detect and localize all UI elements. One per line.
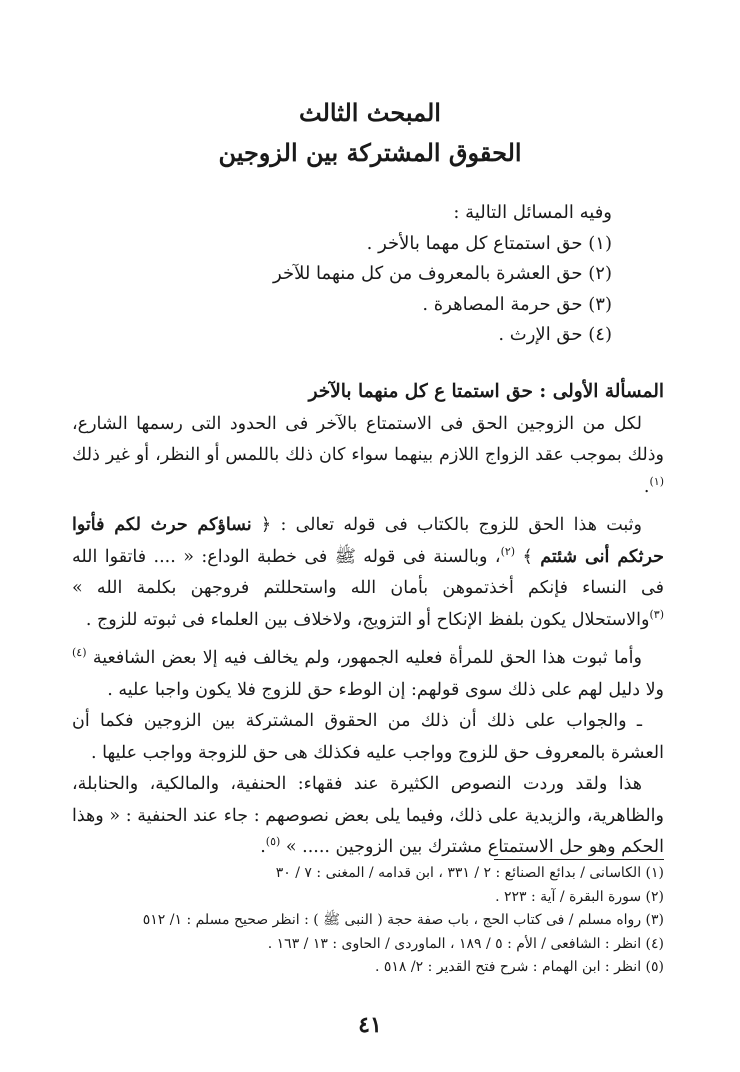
intro-item: (٣) حق حرمة المصاهرة . — [422, 293, 612, 315]
footnote-divider — [494, 859, 664, 860]
footnote-ref: (٢) — [500, 544, 516, 558]
chapter-title: المبحث الثالث — [299, 98, 441, 127]
main-text — [72, 376, 664, 864]
footnote: (١) الكاسانى / بدائع الصنائع : ٢ / ٣٣١ ، ابن قدامه / المغنى : ٧ / ٣٠ — [275, 865, 664, 881]
intro-lead: وفيه المسائل التالية : — [453, 202, 612, 223]
footnote: (٢) سورة البقرة / آية : ٢٢٣ . — [495, 888, 664, 905]
intro-list — [92, 198, 612, 351]
paragraph — [72, 706, 664, 769]
footnote-ref: (١) — [649, 474, 664, 488]
footnotes — [72, 862, 664, 980]
footnote: (٣) رواه مسلم / فى كتاب الحج ، باب صفة حجة ( النبى ﷺ ) : انظر صحيح مسلم : ١/ ٥١٢ — [142, 912, 664, 928]
paragraph-text: هذا ولقد وردت النصوص الكثيرة عند فقهاء: الحنفية، والمالكية، والحنابلة، والظاهرية، والزيدية على ذلك، وفيما يلى بعض نصوصهم : جاء عند الحنفية : « وهذا الحكم وهو حل الاستمتاع مشترك بين الزوجين ..... » — [72, 774, 664, 857]
paragraph-text: والاستحلال يكون بلفظ الإنكاح أو التزويج، ولاخلاف بين العلماء فى ثبوته للزوج . — [85, 609, 650, 630]
page-number: ٤١ — [358, 1012, 382, 1038]
intro-item: (١) حق استمتاع كل مهما بالأخر . — [366, 232, 612, 254]
chapter-subtitle: الحقوق المشتركة بين الزوجين — [218, 138, 522, 167]
paragraph-text: ﴾ — [522, 546, 541, 567]
paragraph: لكل من الزوجين الحق فى الاستمتاع بالآخر فى الحدود التى رسمها الشارع، وذلك بموجب عقد الزواج اللازم بينهما سواء كان ذلك باللمس أو النظر، أو غير ذلك $^{(١)}$. — [72, 413, 664, 497]
paragraph-text: ولا دليل لهم على ذلك سوى قولهم: إن الوطء حق للزوج فلا يكون واجبا عليه . — [107, 679, 664, 700]
paragraph: هذا ولقد وردت النصوص الكثيرة عند فقهاء: الحنفية، والمالكية، والحنابلة، والظاهرية، والزيدية على ذلك، وفيما يلى بعض نصوصهم : جاء عند الحنفية : « وهذا الحكم وهو حل الاستمتاع مشترك بين الزوجين ..... » $^{(٥)}$. — [72, 774, 664, 857]
paragraph-text: وأما ثبوت هذا الحق للمرأة فعليه الجمهور، ولم يخالف فيه إلا بعض الشافعية — [92, 648, 642, 668]
paragraph — [72, 510, 664, 636]
paragraph-text: ـ والجواب على ذلك أن ذلك من الحقوق المشتركة بين الزوجين فكما أن العشرة بالمعروف حق للزوج وواجب عليه فكذلك هى حق للزوجة وواجب عليها . — [72, 711, 664, 763]
section-heading — [72, 376, 664, 409]
section-heading-text: المسألة الأولى : حق استمتا ع كل منهما بالآخر — [308, 381, 664, 402]
paragraph-text: وثبت هذا الحق للزوج بالكتاب فى قوله تعالى : ﴿ — [251, 515, 642, 535]
footnote-ref: (٤) — [72, 646, 87, 660]
quran-verse: نساؤكم حرث لكم فأتوا حرثكم أنى شئتم — [72, 515, 664, 567]
footnote: (٤) انظر : الشافعى / الأم : ٥ / ١٨٩ ، الماوردى / الحاوى : ١٣ / ١٦٣ . — [267, 935, 664, 952]
footnote-ref: (٥) — [265, 835, 281, 849]
intro-item: (٢) حق العشرة بالمعروف من كل منهما للآخر — [273, 263, 612, 284]
paragraph — [72, 643, 664, 706]
intro-item: (٤) حق الإرث . — [498, 324, 612, 345]
paragraph-text: لكل من الزوجين الحق فى الاستمتاع بالآخر فى الحدود التى رسمها الشارع، وذلك بموجب عقد الزواج اللازم بينهما سواء كان ذلك باللمس أو النظر، أو غير ذلك — [72, 413, 664, 465]
footnote: (٥) انظر : ابن الهمام : شرح فتح القدير : ٢/ ٥١٨ . — [374, 959, 664, 975]
paragraph-text: ، وبالسنة فى قوله ﷺ فى خطبة الوداع: « .... فاتقوا الله فى النساء فإنكم أخذتموهن بأمان الله واستحللتم فروجهن بكلمة الله » — [72, 546, 664, 598]
footnote-ref: (٣) — [649, 607, 664, 621]
